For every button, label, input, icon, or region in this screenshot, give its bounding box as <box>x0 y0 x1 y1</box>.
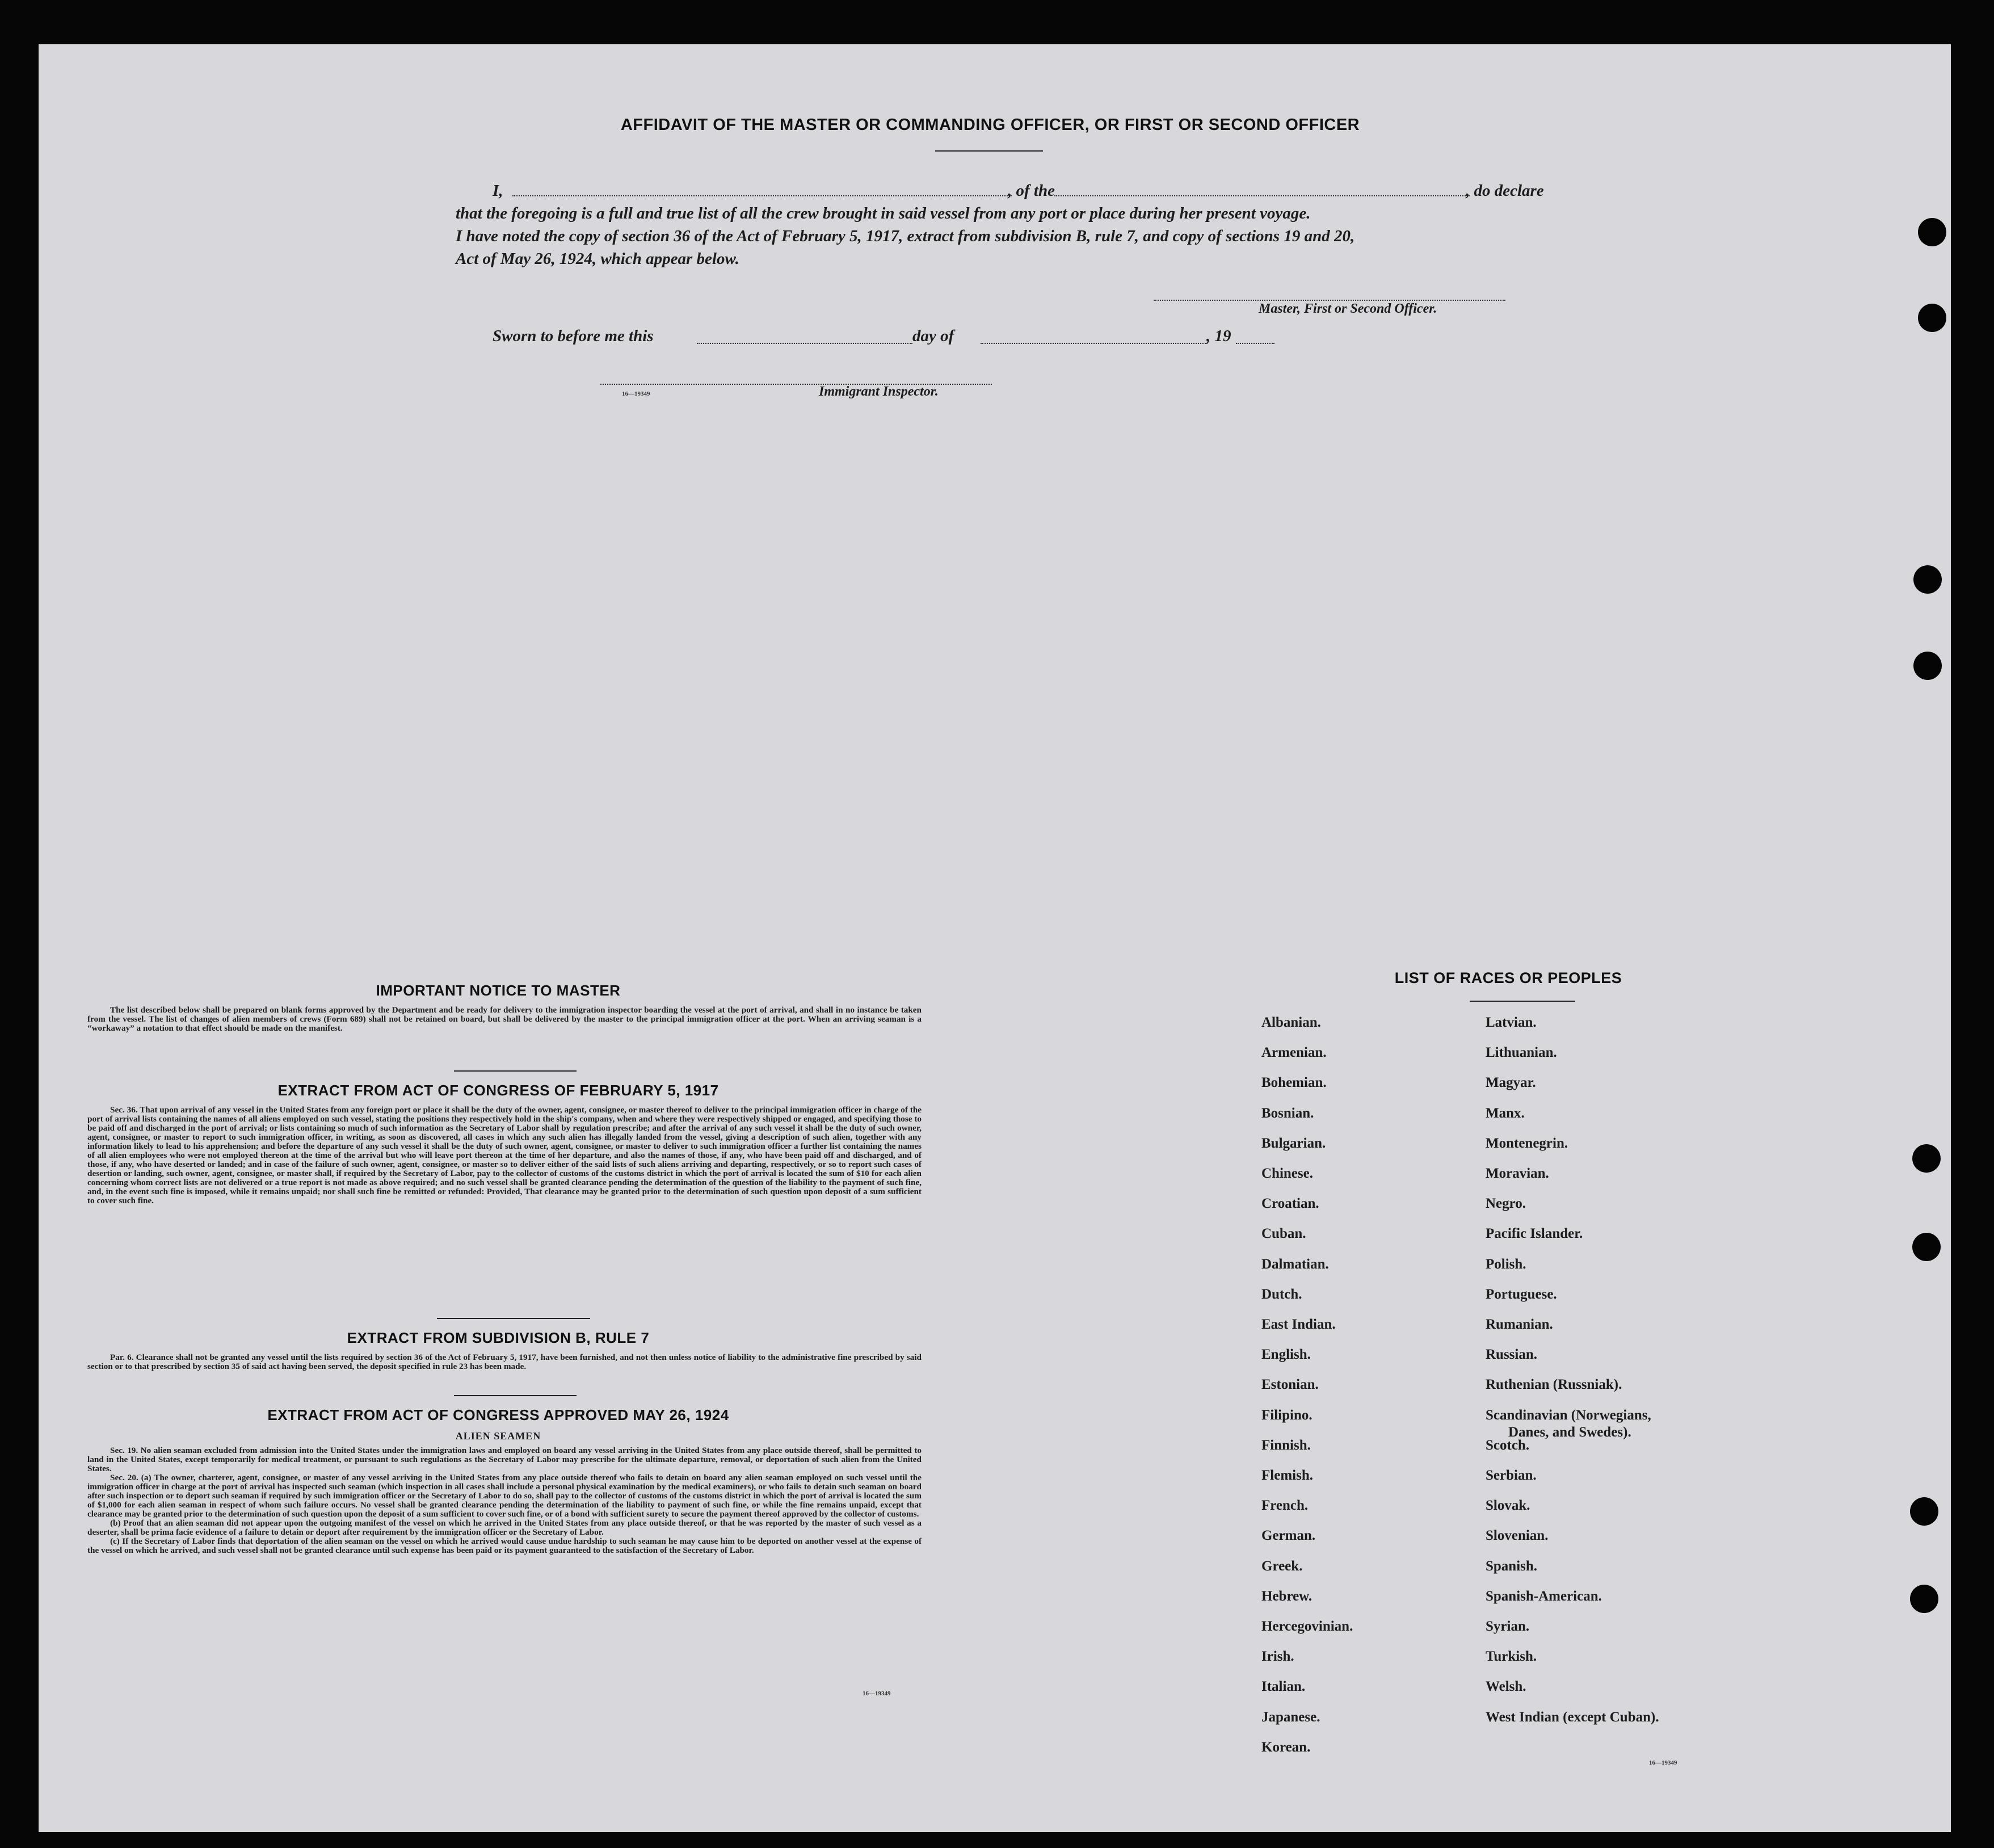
race-item: Serbian. <box>1486 1468 1537 1483</box>
rule7-rule <box>454 1395 577 1396</box>
day-of-label: day of <box>912 327 954 345</box>
race-item: Japanese. <box>1261 1709 1320 1725</box>
binder-hole <box>1918 218 1946 246</box>
races-rule <box>1470 1001 1575 1002</box>
affidavit-do-declare: , do declare <box>1466 182 1544 200</box>
binder-hole <box>1913 652 1942 680</box>
race-item: Filipino. <box>1261 1407 1312 1423</box>
race-item: Italian. <box>1261 1679 1306 1695</box>
race-item: Cuban. <box>1261 1226 1306 1242</box>
race-item: Bulgarian. <box>1261 1135 1326 1151</box>
affidavit-of-the: , of the <box>1008 182 1055 200</box>
affidavit-line-4: Act of May 26, 1924, which appear below. <box>456 250 739 268</box>
race-item: Turkish. <box>1486 1649 1537 1665</box>
document-sheet <box>39 44 1951 1832</box>
race-item: West Indian (except Cuban). <box>1486 1709 1659 1725</box>
binder-hole <box>1912 1144 1941 1173</box>
year-label: , 19 <box>1206 327 1231 345</box>
binder-hole <box>1918 304 1946 332</box>
race-item: Chinese. <box>1261 1166 1313 1181</box>
race-item: Manx. <box>1486 1105 1525 1121</box>
signature-label: Master, First or Second Officer. <box>1259 301 1437 316</box>
race-item: Russian. <box>1486 1347 1538 1363</box>
sworn-day-field[interactable] <box>697 343 912 344</box>
binder-hole <box>1912 1233 1941 1261</box>
race-item: Ruthenian (Russniak). <box>1486 1377 1622 1393</box>
notice-title: IMPORTANT NOTICE TO MASTER <box>376 982 621 999</box>
race-item: Armenian. <box>1261 1045 1327 1061</box>
affidavit-title: AFFIDAVIT OF THE MASTER OR COMMANDING OFFICER, OR FIRST OR SECOND OFFICER <box>620 116 1360 134</box>
inspector-label: Immigrant Inspector. <box>819 384 939 399</box>
extract-1924-form-number: 16—19349 <box>863 1690 891 1697</box>
race-item: Flemish. <box>1261 1468 1313 1483</box>
notice-text: The list described below shall be prepared on blank forms approved by the Department and be ready for delivery to the immigration inspector boarding the vessel at the port of arrival, and shall in no instance be taken from the vessel. The list of changes of alien members of crews (Form 689) shall not be retained on board, but shall be delivered by the master to the principal immigration officer at the port. When an arriving seaman is a “workaway” a notation to that effect should be made on the manifest. <box>87 1005 922 1033</box>
vessel-field[interactable] <box>1054 195 1470 196</box>
race-item: Lithuanian. <box>1486 1045 1557 1061</box>
affidavit-line-3: I have noted the copy of section 36 of the Act of February 5, 1917, extract from subdivision B, rule 7, and copy of sections 19 and 20, <box>456 227 1355 245</box>
sec-20c-text: (c) If the Secretary of Labor finds that deportation of the alien seaman on the vessel on which he arrived would cause undue hardship to such seaman he may cause him to be deported on another vessel at the expense of the vessel on which he arrived, and such vessel shall not be granted clearance until such expense has been paid or its payment guaranteed to the satisfaction of the Secretary of Labor. <box>87 1536 922 1555</box>
race-item: Spanish. <box>1486 1558 1538 1574</box>
race-item: English. <box>1261 1347 1311 1363</box>
race-item: Bohemian. <box>1261 1075 1327 1091</box>
extract-1917-rule <box>437 1318 590 1319</box>
sworn-month-field[interactable] <box>981 343 1208 344</box>
race-item: East Indian. <box>1261 1317 1336 1332</box>
race-item: Welsh. <box>1486 1679 1526 1695</box>
notice-rule <box>454 1070 577 1072</box>
race-item: Danes, and Swedes). <box>1508 1424 1631 1440</box>
binder-hole <box>1910 1585 1938 1613</box>
race-item: French. <box>1261 1498 1309 1514</box>
race-item: Greek. <box>1261 1558 1303 1574</box>
sec-20b-text: (b) Proof that an alien seaman did not appear upon the outgoing manifest of the vessel on which he arrived in the United States from any place outside thereof, or that he was reported by the master of such vessel as a deserter, shall be prima facie evidence of a failure to detain or deport after requirement by the immigration officer or the Secretary of Labor. <box>87 1518 922 1537</box>
race-item: Polish. <box>1486 1256 1526 1272</box>
race-item: Dalmatian. <box>1261 1256 1329 1272</box>
race-item: Magyar. <box>1486 1075 1536 1091</box>
race-item: Bosnian. <box>1261 1105 1314 1121</box>
title-rule <box>935 150 1043 152</box>
race-item: Hercegovinian. <box>1261 1619 1353 1634</box>
race-item: Korean. <box>1261 1739 1311 1755</box>
rule7-title: EXTRACT FROM SUBDIVISION B, RULE 7 <box>347 1329 650 1346</box>
binder-hole <box>1913 565 1942 594</box>
race-item: Moravian. <box>1486 1166 1549 1181</box>
race-item: German. <box>1261 1528 1316 1544</box>
extract-1924-body <box>87 1446 922 1555</box>
race-item: Montenegrin. <box>1486 1135 1568 1151</box>
race-item: Scotch. <box>1486 1437 1530 1453</box>
race-item: Slovak. <box>1486 1498 1530 1514</box>
race-item: Rumanian. <box>1486 1317 1553 1332</box>
race-item: Estonian. <box>1261 1377 1319 1393</box>
race-item: Portuguese. <box>1486 1286 1557 1302</box>
race-item: Dutch. <box>1261 1286 1302 1302</box>
affidavit-line-2: that the foregoing is a full and true list of all the crew brought in said vessel from any port or place during her present voyage. <box>456 204 1311 222</box>
race-item: Pacific Islander. <box>1486 1226 1583 1242</box>
race-item: Albanian. <box>1261 1015 1321 1030</box>
race-item: Spanish-American. <box>1486 1588 1602 1604</box>
extract-1917-title: EXTRACT FROM ACT OF CONGRESS OF FEBRUARY 5, 1917 <box>277 1082 719 1099</box>
race-item: Irish. <box>1261 1649 1294 1665</box>
affidavit-i: I, <box>493 182 503 200</box>
race-item: Syrian. <box>1486 1619 1530 1634</box>
extract-1917-text: Sec. 36. That upon arrival of any vessel in the United States from any foreign port or place it shall be the duty of the owner, agent, consignee, or master thereof to deliver to the principal immigration officer in charge of the port of arrival lists containing the names of all aliens employed on such vessel, stating the positions they respectively hold in the ship's company, when and where they were respectively shipped or engaged, and specifying those to be paid off and discharged in the port of arrival; or lists containing so much of such information as the Secretary of Labor shall by regulation prescribe; and after the arrival of any such vessel it shall be the duty of such owner, agent, consignee, or master to report to such immigration officer, in writing, as soon as discovered, all cases in which any such alien has illegally landed from the vessel, giving a description of such alien, together with any information likely to lead to his apprehension; and before the departure of any such vessel it shall be the duty of such owner, agent, consignee, or master to deliver to such immigration officer a further list containing the names of all alien employees who were not employed thereon at the time of the arrival but who will leave port thereon at the time of her departure, and also the names of those, if any, who have been paid off and discharged, and of those, if any, who have deserted or landed; and in case of the failure of such owner, agent, consignee, or master so to deliver either of the said lists of such aliens arriving and departing, respectively, or so to report such cases of desertion or landing, such owner, agent, consignee, or master shall, if required by the Secretary of Labor, pay to the collector of customs of the customs district in which the port of arrival is located the sum of $10 for each alien concerning whom correct lists are not delivered or a true report is not made as above required; and no such vessel shall be granted clearance pending the determination of the question of the liability to the payment of such fine, and, in the event such fine is imposed, while it remains unpaid; nor shall such fine be remitted or refunded: Provided, That clearance may be granted prior to the determination of such question upon deposit of a sum sufficient to cover such fine. <box>87 1105 922 1206</box>
affidavit-form-number: 16—19349 <box>622 390 650 397</box>
year-field[interactable] <box>1236 343 1274 344</box>
name-field[interactable] <box>512 195 1012 196</box>
race-item: Latvian. <box>1486 1015 1537 1030</box>
rule7-text: Par. 6. Clearance shall not be granted any vessel until the lists required by section 36 of the Act of February 5, 1917, have been furnished, and not then unless notice of liability to the administrative fine prescribed by said section or to that prescribed by section 35 of said act having been served, the deposit specified in rule 23 has been made. <box>87 1353 922 1371</box>
extract-1924-title: EXTRACT FROM ACT OF CONGRESS APPROVED MAY 26, 1924 <box>267 1406 729 1423</box>
race-item: Hebrew. <box>1261 1588 1312 1604</box>
races-title: LIST OF RACES OR PEOPLES <box>1394 969 1622 986</box>
sworn-label: Sworn to before me this <box>493 327 654 345</box>
sec-19-text: Sec. 19. No alien seaman excluded from admission into the United States under the immigration laws and employed on board any vessel arriving in the United States from any place outside thereof, shall be permitted to land in the United States, except temporarily for medical treatment, or pursuant to such regulations as the Secretary of Labor may prescribe for the ultimate departure, removal, or deportation of such alien from the United States. <box>87 1446 922 1473</box>
race-item: Scandinavian (Norwegians, <box>1486 1407 1651 1423</box>
races-form-number: 16—19349 <box>1649 1759 1677 1766</box>
alien-seamen-subtitle: ALIEN SEAMEN <box>455 1430 541 1442</box>
race-item: Croatian. <box>1261 1196 1319 1212</box>
sec-20a-text: Sec. 20. (a) The owner, charterer, agent, consignee, or master of any vessel arriving in the United States from any place outside thereof who fails to detain on board any alien seaman employed on such vessel until the immigration officer in charge at the port of arrival has inspected such seaman (which inspection in all cases shall include a personal physical examination by the medical examiners), or who fails to detain such seaman on board after such inspection or to deport such seaman if required by such immigration officer or the Secretary of Labor to do so, shall pay to the collector of customs of the customs district in which the port of arrival is located the sum of $1,000 for each alien seaman in respect of whom such failure occurs. No vessel shall be granted clearance pending the determination of the liability to payment of such fine, or while the fine remains unpaid, except that clearance may be granted prior to the determination of such question upon the deposit of a sum sufficient to cover such fine, or of a bond with sufficient surety to secure the payment thereof approved by the collector of customs. <box>87 1473 922 1519</box>
race-item: Slovenian. <box>1486 1528 1549 1544</box>
race-item: Negro. <box>1486 1196 1526 1212</box>
race-item: Finnish. <box>1261 1437 1311 1453</box>
binder-hole <box>1910 1497 1938 1526</box>
